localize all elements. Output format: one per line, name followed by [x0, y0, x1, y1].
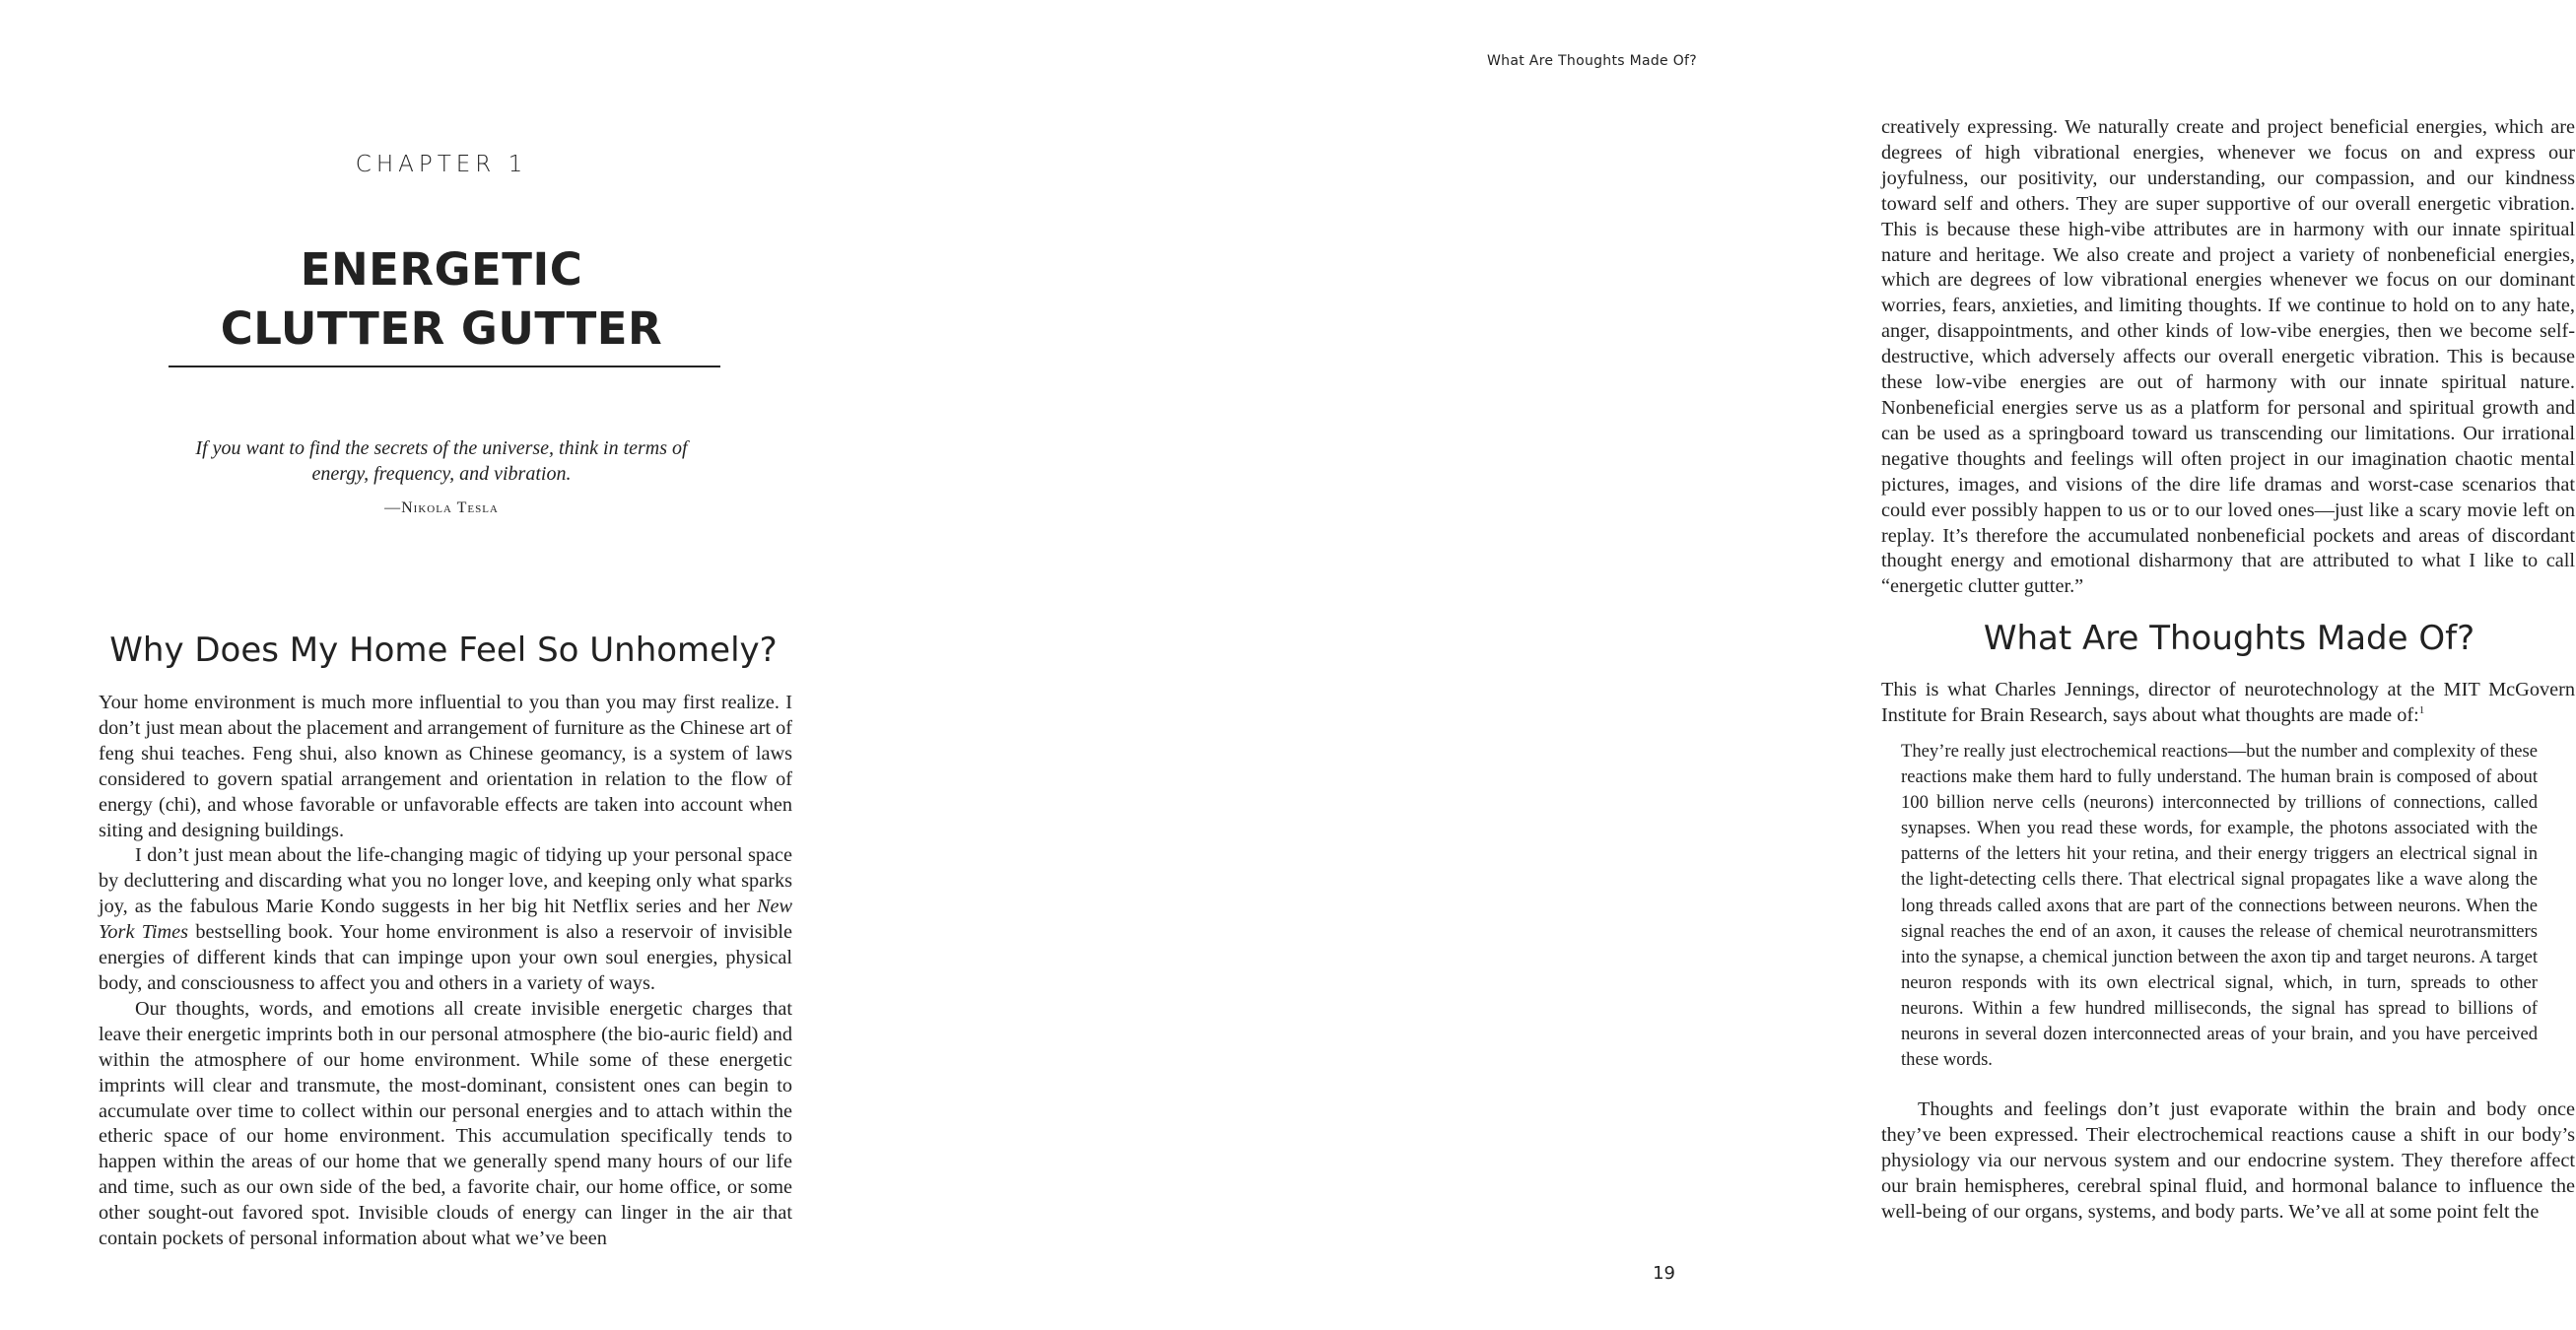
- paragraph-text: This is what Charles Jennings, director of neurotechnology at the MIT McGovern Institute for Brain Research, says about what thoughts are made of:: [1881, 679, 2575, 726]
- page-number: 19: [1653, 1263, 1675, 1284]
- right-page: [887, 0, 2575, 1330]
- epigraph-attribution: —Nikola Tesla: [384, 499, 499, 516]
- footnote-marker: 1: [2418, 704, 2425, 717]
- paragraph: Our thoughts, words, and emotions all create invisible energetic charges that leave their energetic imprints both in our personal atmosphere (the bio-auric field) and within the atmosphere of our home environment. While some of these energetic imprints will clear and transmute, the most-dominant, consistent ones can begin to accumulate over time to collect within our personal energies and to attach within the etheric space of our home environment. This accumulation specifically tends to happen within the areas of our home that we generally spend many hours of our life and time, such as our own side of the bed, a favorite chair, our home office, or some other sought-out favored spot. Invisible clouds of energy can linger in the air that contain pockets of personal information about what we’ve been: [99, 997, 792, 1250]
- continued-body-text: [1881, 115, 2575, 600]
- closing-body-text: [1881, 1097, 2575, 1226]
- paragraph: Your home environment is much more influential to you than you may first realize. I don’t just mean about the placement and arrangement of furniture as the Chinese art of feng shui teaches. Feng shui, also known as Chinese geomancy, is a system of laws considered to govern spatial arrangement and orientation in relation to the flow of energy (chi), and whose favorable or unfavorable effects are taken into account when siting and designing buildings.: [99, 692, 792, 841]
- section-heading-thoughts: What Are Thoughts Made Of?: [1983, 619, 2475, 658]
- paragraph: Thoughts and feelings don’t just evaporate within the brain and body once they’ve been expressed. Their electrochemical reactions cause a shift in our body’s physiology via our nervous system and our endocrine system. They therefore affect our brain hemispheres, cerebral spinal fluid, and hormonal balance to influence the well-being of our organs, systems, and body parts. We’ve all at some point felt the: [1881, 1098, 2575, 1223]
- paragraph: [99, 843, 792, 996]
- chapter-title-line-1: ENERGETIC: [300, 243, 583, 296]
- paragraph-text: I don’t just mean about the life-changing magic of tidying up your personal space by decluttering and discarding what you no longer love, and keeping only what sparks joy, as the fabulous Marie Kondo suggests in her big hit Netflix series and her: [99, 844, 792, 918]
- chapter-title-line-2: CLUTTER GUTTER: [220, 302, 663, 355]
- paragraph: creatively expressing. We naturally create and project beneficial energies, which are degrees of high vibrational energies, whenever we focus on and express our joyfulness, our positivity, our understanding, our compassion, and our kindness toward self and others. They are super supportive of our overall energetic vibration. This is because these high-vibe attributes are in harmony with our innate spiritual nature and heritage. We also create and project a variety of nonbeneficial energies, which are degrees of low vibrational energies whenever we focus on our dominant worries, fears, anxieties, and limiting thoughts. If we continue to hold on to any hate, anger, disappointments, and other kinds of low-vibe energies, then we become self-destructive, which adversely affects our overall energetic vibration. This is because these low-vibe energies are out of harmony with our innate spiritual nature. Nonbeneficial energies serve us as a platform for personal and spiritual growth and can be used as a springboard toward us transcending our limitations. Our irrational negative thoughts and feelings will often project in our imagination chaotic mental pictures, images, and visions of the dire life dramas and worst-case scenarios that could ever possibly happen to us or to our loved ones—just like a scary movie left on replay. It’s therefore the accumulated nonbeneficial pockets and areas of discordant thought energy and emotional disharmony that are attributed to what I like to call “energetic clutter gutter.”: [1881, 116, 2575, 598]
- section-heading-unhomely: Why Does My Home Feel So Unhomely?: [109, 631, 778, 670]
- title-divider: [169, 366, 720, 367]
- paragraph: [1881, 678, 2575, 729]
- block-quote: They’re really just electrochemical reactions—but the number and complexity of these reactions make them hard to fully understand. The human brain is composed of about 100 billion nerve cells (neurons) interconnected by trillions of connections, called synapses. When you read these words, for example, the photons associated with the patterns of the letters hit your retina, and their energy triggers an electrical signal in the light-detecting cells there. That electrical signal propagates like a wave along the long threads called axons that are part of the connections between neurons. When the signal reaches the end of an axon, it causes the release of chemical neurotransmitters into the synapse, a chemical junction between the axon tip and target neurons. A target neuron responds with its own electrical signal, which, in turn, spreads to other neurons. Within a few hundred milliseconds, the signal has spread to billions of neurons in several dozen interconnected areas of your brain, and you have perceived these words.: [1901, 741, 2538, 1071]
- epigraph-quote: If you want to find the secrets of the universe, think in terms of energy, frequency, and vibration.: [195, 437, 688, 485]
- left-body-text: [99, 691, 792, 1252]
- chapter-title: [148, 240, 735, 359]
- intro-text: [1881, 678, 2575, 729]
- book-title-italic: New York Times: [99, 896, 792, 944]
- running-head: What Are Thoughts Made Of?: [1487, 53, 1697, 69]
- left-page: [0, 0, 887, 1330]
- chapter-label: CHAPTER 1: [355, 152, 528, 177]
- paragraph-text: bestselling book. Your home environment is also a reservoir of invisible energies of different kinds that can impinge upon your own soul energies, physical body, and consciousness to affect you and others in a variety of ways.: [99, 921, 793, 994]
